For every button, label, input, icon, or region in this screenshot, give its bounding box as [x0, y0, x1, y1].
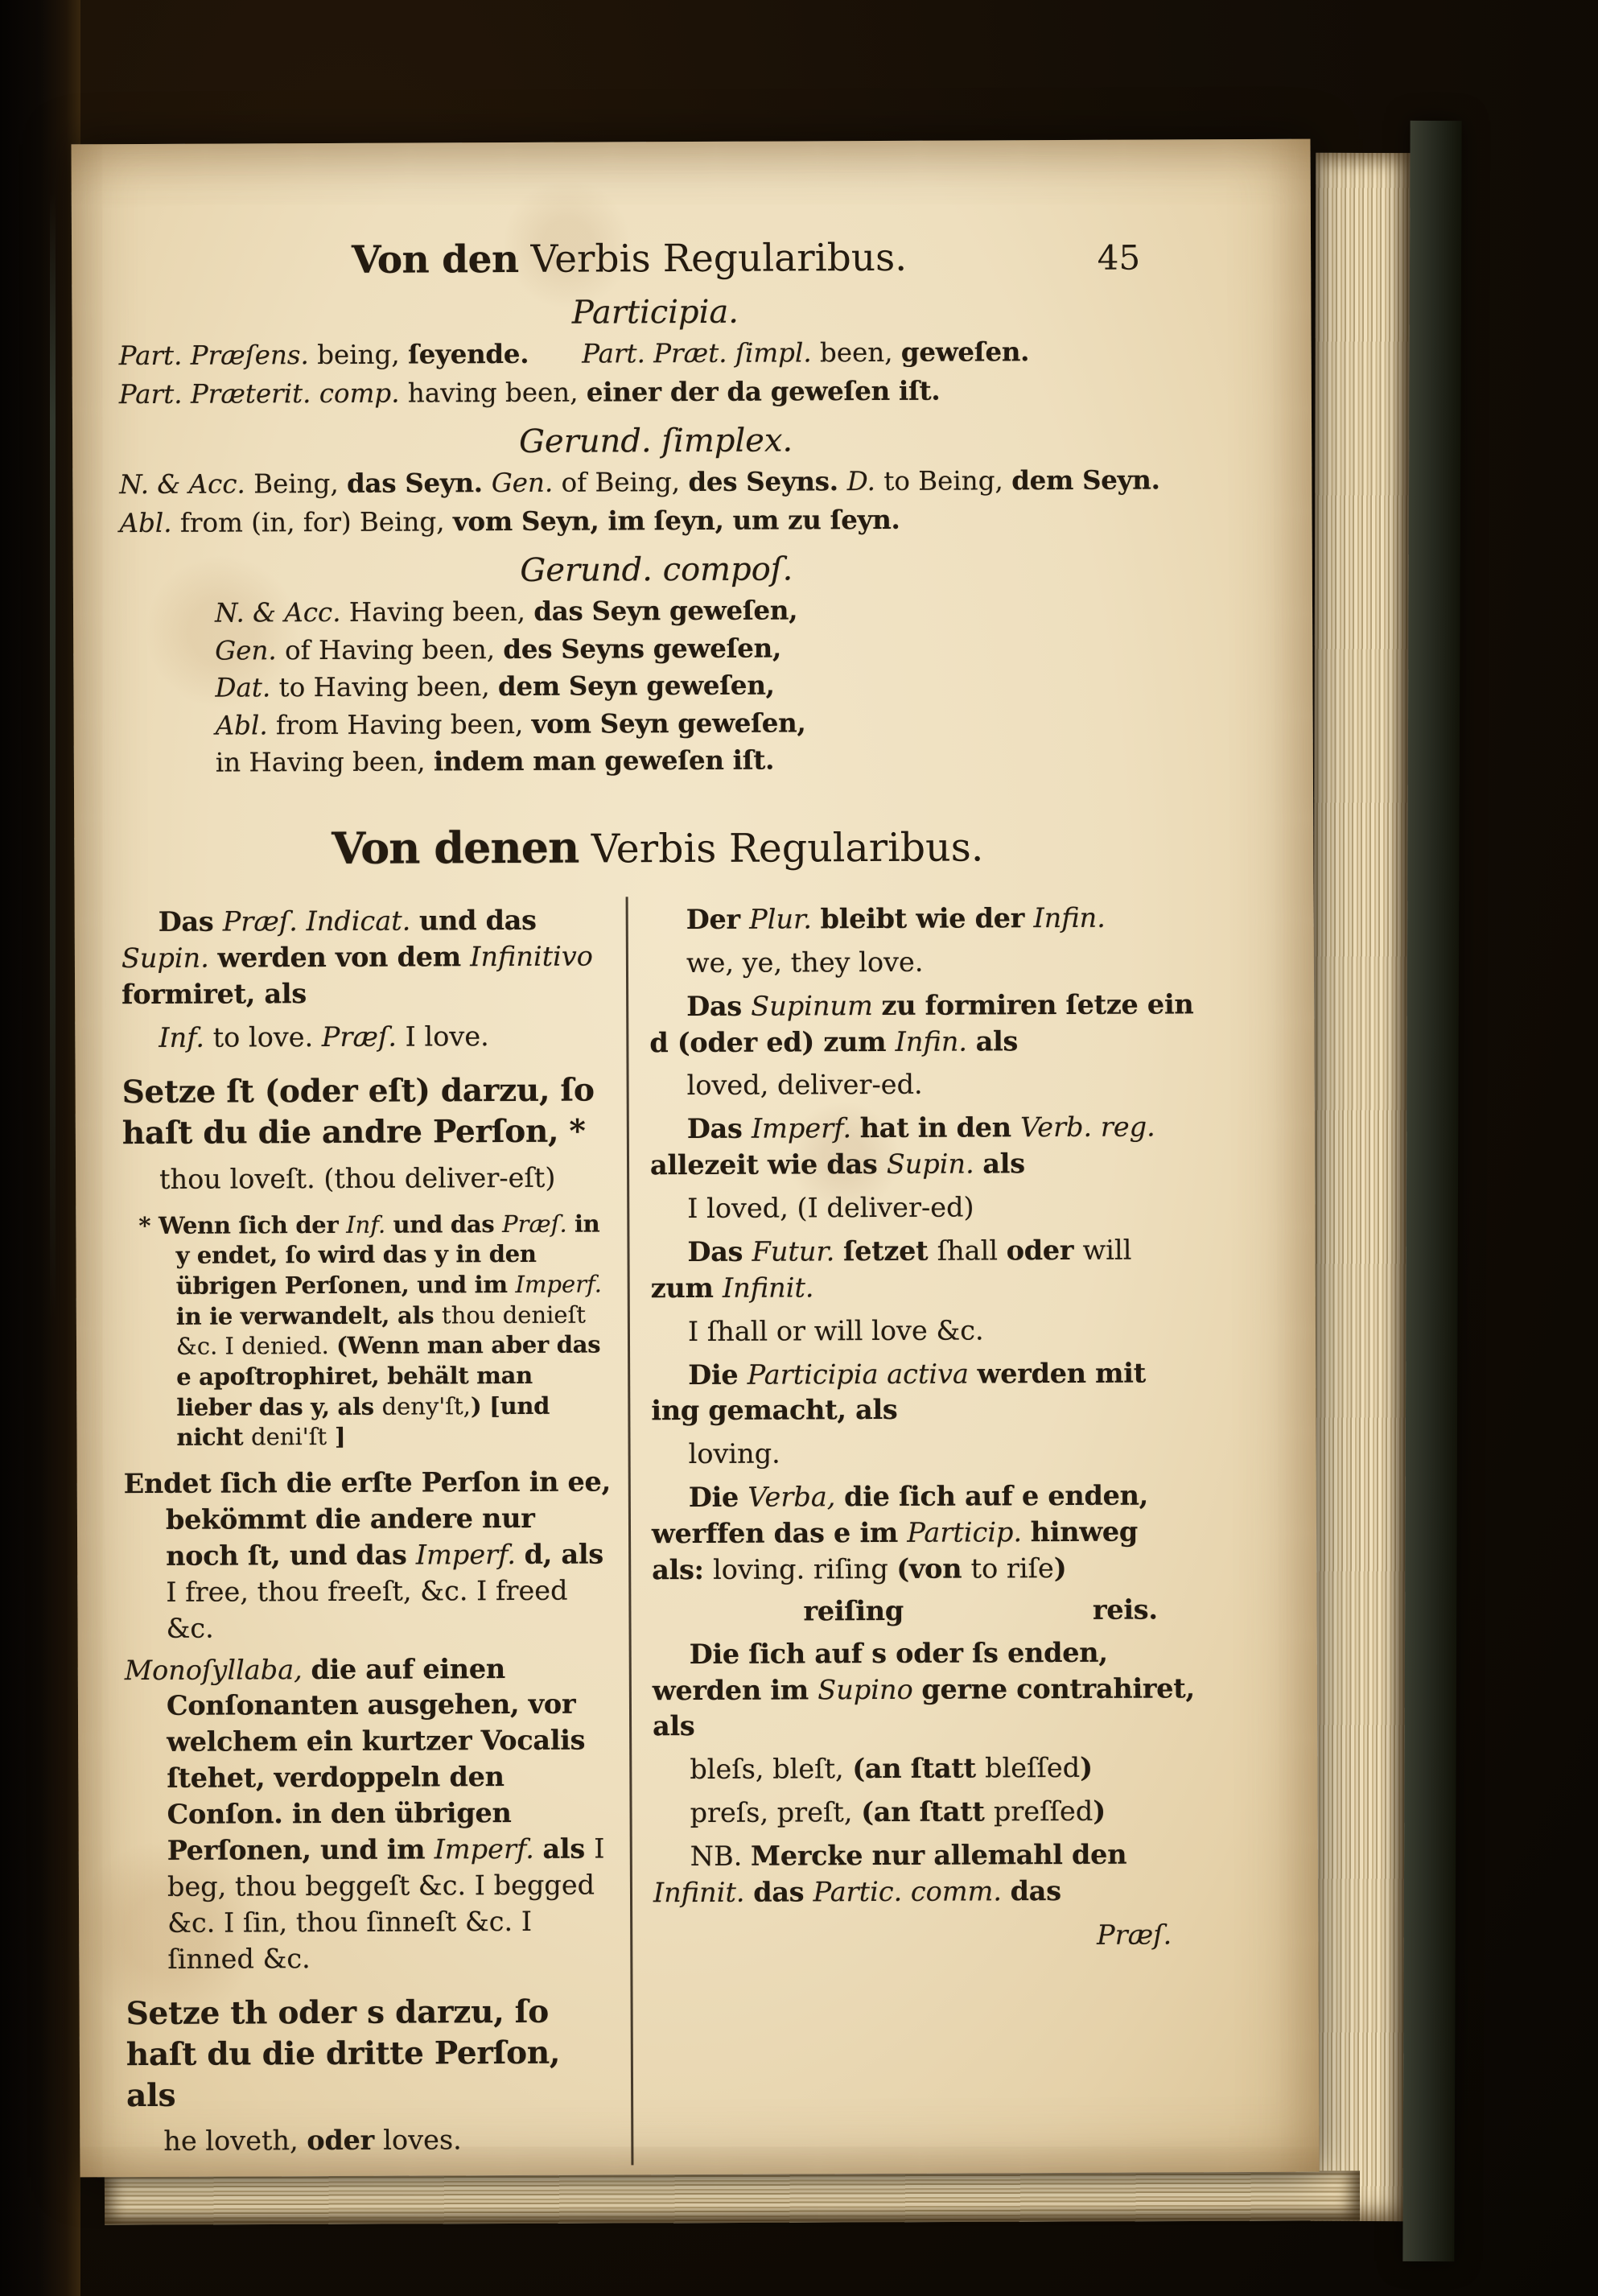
- text-segment: we, ye, they love.: [686, 946, 924, 979]
- text-segment: als:: [652, 1553, 714, 1586]
- text-segment: to love.: [212, 1020, 322, 1053]
- example: [651, 1312, 1196, 1350]
- two-column-text: [121, 894, 1201, 2167]
- text-segment: Having been,: [348, 596, 534, 629]
- paragraph: [650, 1232, 1196, 1307]
- text-segment: deni'ſt: [250, 1423, 327, 1451]
- text-segment: ſetzet: [842, 1235, 937, 1268]
- example: [653, 1750, 1198, 1789]
- text-segment: preſs, preſt,: [690, 1796, 862, 1829]
- text-segment: ſeyende.: [407, 337, 529, 370]
- text-segment: und das: [393, 1210, 503, 1239]
- text-segment: from Having been,: [275, 708, 532, 741]
- text-segment: als: [975, 1024, 1019, 1057]
- text-segment: Das: [158, 905, 223, 938]
- text-segment: zum: [650, 1272, 723, 1305]
- text-segment: Gen.: [215, 634, 286, 666]
- text-segment: geweſen.: [900, 336, 1030, 368]
- text-segment: Setze ſt (oder eſt) darzu, ſo haſt du die andre Perſon, *: [121, 1071, 595, 1152]
- text-segment: des Seyns.: [688, 465, 847, 498]
- participia-lines: [119, 333, 1192, 412]
- text-segment: Supino: [818, 1673, 922, 1705]
- text-segment: reiſing: [803, 1594, 904, 1627]
- text-segment: und das: [418, 904, 537, 937]
- text-segment: Part. Præterit. comp.: [118, 377, 408, 410]
- example: [121, 1018, 612, 1057]
- text-segment: Partic. comm.: [813, 1875, 1011, 1908]
- text-segment: of Being,: [561, 467, 689, 498]
- text-segment: ): [1053, 1552, 1067, 1584]
- text-segment: bleibt wie der: [820, 902, 1034, 935]
- text-segment: will: [1082, 1234, 1132, 1266]
- text-segment: Supinum: [751, 989, 882, 1022]
- text-segment: Abl.: [119, 507, 180, 538]
- text-segment: being,: [317, 339, 409, 371]
- text-segment: Præſ.: [1097, 1919, 1172, 1951]
- paragraph: [653, 1836, 1199, 1911]
- text-segment: hinweg: [1030, 1515, 1139, 1548]
- text-segment: to Having been,: [278, 671, 499, 703]
- header-spacer: [118, 273, 352, 274]
- text-segment: ): [1080, 1752, 1093, 1784]
- text-segment: Infinit.: [722, 1272, 814, 1304]
- text-segment: Participia activa: [747, 1358, 978, 1391]
- text-segment: Die ſich auf s oder ſs enden, werden im: [652, 1636, 1108, 1706]
- text-segment: Præſ. Indicat.: [222, 905, 420, 938]
- text-segment: in y endet, ſo wird das y in den übrigen Perſonen, und im: [175, 1210, 600, 1300]
- binding-edge-highlight: [50, 193, 56, 1320]
- text-segment: das: [1010, 1874, 1061, 1907]
- section-heading-latin: Verbis Regularibus.: [579, 824, 984, 872]
- text-segment: Verba,: [748, 1481, 845, 1513]
- text-segment: das: [753, 1876, 813, 1908]
- participia-line: [119, 372, 1192, 412]
- text-segment: Infinit.: [653, 1876, 754, 1909]
- text-segment: loved, deliver-ed.: [686, 1069, 923, 1102]
- text-segment: dem Seyn geweſen,: [497, 669, 775, 703]
- text-segment: Der: [686, 903, 750, 935]
- text-segment: Imperf.: [515, 1270, 603, 1299]
- text-segment: vom Seyn, im ſeyn, um zu ſeyn.: [452, 503, 900, 537]
- text-segment: having been,: [407, 377, 587, 409]
- text-segment: die auf einen Conſonanten ausgehen, vor welchem ein kurtzer Vocalis ſtehet, verdoppeln den Conſon. in den übrigen Perſonen, und im: [166, 1652, 586, 1866]
- text-segment: loves.: [383, 2124, 462, 2157]
- left-column: [121, 897, 632, 2167]
- gerund-compos-line: [215, 629, 1193, 669]
- text-segment: Verb. reg.: [1020, 1111, 1155, 1144]
- text-segment: Inf.: [159, 1021, 213, 1053]
- text-segment: he loveth,: [163, 2125, 307, 2158]
- example: [126, 2122, 616, 2161]
- text-segment: N. & Acc.: [214, 597, 349, 629]
- text-segment: bleſſed: [984, 1752, 1081, 1784]
- text-segment: Præſ.: [502, 1210, 575, 1238]
- text-segment: reis.: [1092, 1593, 1158, 1626]
- text-segment: bleſs, bleſt,: [690, 1753, 853, 1786]
- book-cover-right: [1402, 121, 1461, 2261]
- text-segment: loving.: [688, 1437, 780, 1470]
- text-segment: formiret, als: [121, 977, 307, 1010]
- text-segment: * Wenn ſich der: [138, 1210, 347, 1239]
- text-segment: I free, thou freeſt, &c. I freed &c.: [166, 1574, 568, 1644]
- running-title-latin: Verbis Regularibus.: [518, 235, 908, 282]
- paragraph: [126, 1992, 617, 2117]
- text-segment: d, als: [524, 1538, 603, 1570]
- text-segment: zu formiren ſetze ein d (oder ed) zum: [649, 987, 1194, 1058]
- text-segment: I loved, (I deliver-ed): [687, 1191, 974, 1225]
- text-segment: preſſed: [993, 1795, 1093, 1828]
- text-segment: D.: [846, 466, 884, 497]
- paragraph: [122, 1070, 612, 1154]
- text-segment: in Having been,: [215, 746, 434, 778]
- paragraph: [124, 1465, 615, 1647]
- text-segment: (von: [896, 1552, 971, 1585]
- text-segment: Præſ.: [321, 1020, 406, 1053]
- text-segment: Imperf.: [434, 1832, 543, 1865]
- gerund-simplex-line: [119, 501, 1192, 541]
- right-column: [626, 894, 1201, 2166]
- text-segment: Infinitivo: [470, 940, 594, 973]
- text-segment: Imperf.: [751, 1112, 860, 1144]
- text-segment: indem man geweſen iſt.: [433, 744, 775, 777]
- text-segment: das Seyn geweſen,: [533, 594, 798, 628]
- text-segment: Monoſyllaba,: [124, 1653, 311, 1686]
- text-segment: das Seyn.: [347, 467, 492, 499]
- text-segment: dem Seyn.: [1011, 464, 1160, 497]
- text-segment: die ſich auf e enden, werffen das e im: [651, 1479, 1149, 1550]
- text-segment: Das: [686, 1112, 752, 1145]
- page-edges-bottom: [105, 2170, 1360, 2224]
- text-segment: been,: [819, 336, 901, 369]
- text-segment: vom Seyn geweſen,: [531, 707, 806, 740]
- text-segment: Futur.: [752, 1235, 844, 1268]
- text-segment: Abl.: [215, 710, 277, 741]
- text-segment: ]: [327, 1423, 346, 1451]
- text-segment: Inf.: [346, 1210, 393, 1239]
- text-segment: des Seyns geweſen,: [503, 632, 782, 665]
- example: [650, 1189, 1196, 1227]
- example: [649, 1066, 1195, 1105]
- text-segment: NB.: [690, 1840, 752, 1873]
- text-segment: deny'ſt,: [381, 1392, 471, 1420]
- text-segment: Dat.: [215, 672, 279, 703]
- text-segment: als: [982, 1148, 1025, 1180]
- text-segment: I ſhall or will love &c.: [687, 1314, 984, 1347]
- page-header: [118, 234, 1192, 283]
- text-segment: einer der da geweſen iſt.: [586, 374, 941, 408]
- running-title: [352, 236, 907, 282]
- paragraph: [652, 1478, 1198, 1589]
- footnote: [122, 1209, 613, 1453]
- text-segment: Being,: [253, 468, 348, 500]
- text-segment: from (in, for) Being,: [179, 505, 453, 538]
- page-edges-right: [1311, 153, 1411, 2221]
- example: [652, 1592, 1197, 1630]
- paragraph: [651, 1355, 1196, 1430]
- text-segment: Particip.: [907, 1516, 1031, 1548]
- text-segment: hat in den: [859, 1111, 1021, 1144]
- gerund-simplex-lines: [119, 462, 1192, 541]
- text-segment: [904, 1619, 1093, 1620]
- text-segment: I love.: [405, 1020, 489, 1053]
- text-segment: Infin.: [895, 1025, 976, 1057]
- text-segment: to riſe: [970, 1552, 1054, 1585]
- text-segment: Endet ſich die erſte Perſon in ee, bekömmt die andere nur noch ſt, und das: [123, 1465, 611, 1572]
- text-segment: Gen.: [491, 467, 562, 499]
- text-segment: ) [und nicht: [176, 1391, 550, 1452]
- catchword: [653, 1917, 1199, 1956]
- gerund-simplex-line: [119, 462, 1192, 502]
- paragraph: [649, 900, 1195, 938]
- gerund-compos-heading: Gerund. compoſ.: [520, 550, 793, 590]
- gerund-compos-line: [216, 741, 1194, 781]
- gerund-simplex-heading: Gerund. ſimplex.: [518, 422, 793, 461]
- book-page: [71, 139, 1319, 2178]
- text-segment: Infin.: [1033, 901, 1106, 934]
- text-segment: ſhall: [937, 1235, 1007, 1267]
- text-segment: I beg, thou beggeſt &c. I begged &c. I ſin, thou ſinneſt &c. I ſinned &c.: [167, 1832, 605, 1975]
- text-segment: werden mit ing gemacht, als: [651, 1357, 1146, 1427]
- text-segment: N. & Acc.: [119, 468, 254, 501]
- text-segment: loving. riſing: [712, 1552, 897, 1585]
- text-segment: Die: [688, 1358, 748, 1391]
- text-segment: of Having been,: [284, 633, 504, 666]
- participia-line: [119, 333, 1192, 373]
- text-segment: Setze th oder s darzu, ſo haſt du die dritte Perſon, als: [126, 1993, 561, 2114]
- paragraph: [653, 1634, 1199, 1746]
- text-segment: thou denieſt &c. I denied.: [175, 1301, 586, 1361]
- text-segment: Part. Præt. ſimpl.: [582, 337, 821, 369]
- example: [653, 1793, 1198, 1832]
- text-segment: werden von dem: [217, 941, 471, 974]
- text-segment: allezeit wie das: [649, 1148, 887, 1181]
- participia-heading: Participia.: [571, 293, 739, 332]
- text-segment: Imperf.: [415, 1538, 525, 1571]
- text-segment: gerne contrahiret, als: [652, 1672, 1195, 1742]
- section-heading: [121, 818, 1194, 875]
- book-binding-left: [0, 0, 80, 2296]
- running-title-german: Von den: [351, 237, 519, 282]
- text-segment: (Wenn man aber das e apoſtrophiret, behält man lieber das y, als: [176, 1330, 601, 1421]
- text-segment: Das: [687, 1235, 752, 1268]
- text-segment: oder: [307, 2125, 384, 2157]
- example: [649, 943, 1195, 982]
- text-segment: in ie verwandelt, als: [175, 1301, 443, 1330]
- text-segment: Plur.: [749, 903, 821, 935]
- text-segment: oder: [1006, 1234, 1083, 1267]
- text-segment: Supin.: [121, 942, 218, 974]
- paragraph: [650, 1110, 1196, 1185]
- text-segment: ): [1093, 1795, 1106, 1828]
- gerund-compos-lines: [215, 591, 1194, 781]
- text-segment: Supin.: [886, 1148, 983, 1181]
- paragraph: [125, 1651, 616, 1978]
- gerund-compos-line: [215, 591, 1193, 631]
- example: [651, 1435, 1196, 1474]
- gerund-compos-line: [215, 666, 1193, 707]
- text-segment: Das: [686, 990, 752, 1022]
- example: [122, 1160, 612, 1198]
- text-segment: als: [542, 1832, 595, 1865]
- paragraph: [121, 902, 612, 1012]
- page-number: 45: [1097, 237, 1141, 278]
- text-segment: thou loveſt. (thou deliver-eſt): [159, 1161, 556, 1195]
- text-segment: to Being,: [883, 465, 1012, 497]
- text-segment: (an ſtatt: [852, 1752, 986, 1785]
- paragraph: [649, 987, 1195, 1061]
- text-segment: Mercke nur allemahl den: [750, 1838, 1127, 1872]
- section-heading-german: Von denen: [332, 821, 579, 874]
- text-segment: Die: [688, 1481, 748, 1514]
- gerund-compos-line: [216, 703, 1194, 744]
- text-segment: (an ſtatt: [861, 1795, 995, 1828]
- text-segment: Part. Præſens.: [118, 340, 318, 372]
